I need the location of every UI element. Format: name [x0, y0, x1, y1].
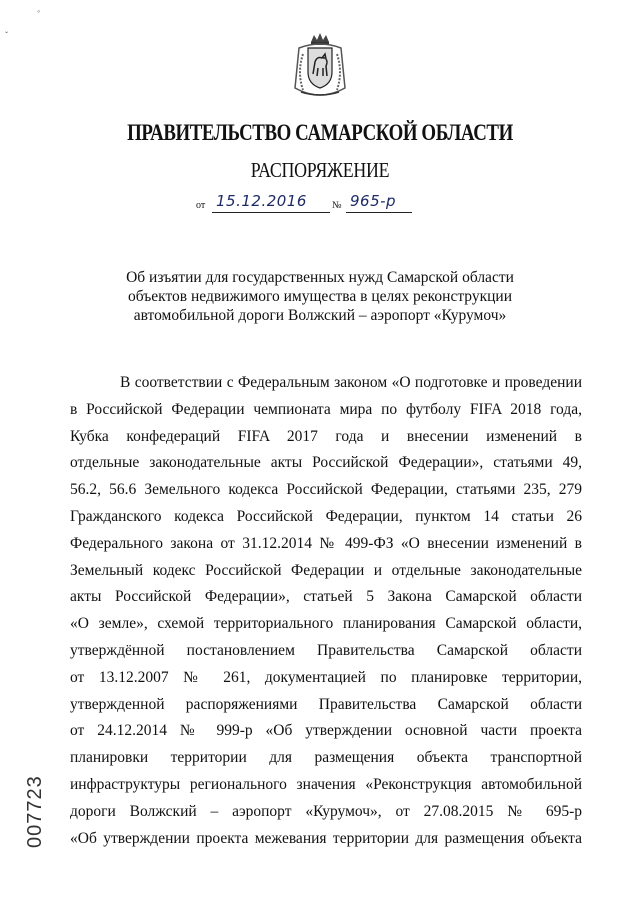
scan-mark: ◦: [37, 6, 41, 16]
subject-line: Об изъятии для государственных нужд Самарской области: [126, 269, 514, 286]
body-line: Гражданского кодекса Российской Федерации, пунктом 14 статьи 26: [70, 507, 582, 525]
subject-line: объектов недвижимого имущества в целях реконструкции: [127, 288, 513, 305]
body-line: инфраструктуры регионального значения «Реконструкция автомобильной: [70, 775, 582, 793]
body-line: Земельный кодекс Российской Федерации и отдельные законодательные: [70, 561, 582, 579]
document-type: РАСПОРЯЖЕНИЕ: [250, 158, 390, 182]
body-line: В соответствии с Федеральным законом «О подготовке и проведении: [120, 374, 582, 391]
body-line: 56.2, 56.6 Земельного кодекса Российской Федерации, статьями 235, 279: [70, 481, 582, 499]
date-underline: [212, 212, 330, 213]
date-prefix: от: [196, 200, 206, 211]
body-line: дороги Волжский – аэропорт «Курумоч», от 27.08.2015 № 695-р: [70, 802, 582, 820]
body-line: Федерального закона от 31.12.2014 № 499-ФЗ «О внесении изменений в: [70, 534, 582, 552]
body-line: отдельные законодательные акты Российской Федерации», статьями 49,: [70, 454, 582, 472]
scan-mark: ˇ: [5, 30, 8, 40]
body-line: в Российской Федерации чемпионата мира по футболу FIFA 2018 года,: [70, 400, 582, 418]
coat-of-arms-icon: [289, 32, 351, 102]
document-body: [70, 370, 582, 852]
side-serial-number: 007723: [24, 775, 46, 848]
number-prefix: №: [332, 200, 342, 211]
body-line: акты Российской Федерации», статьей 5 Закона Самарской области: [70, 588, 582, 606]
date-number-line: [196, 192, 456, 216]
body-line: от 24.12.2014 № 999-р «Об утверждении основной части проекта: [70, 722, 582, 740]
date-value: 15.12.2016: [216, 192, 307, 210]
body-line: планировки территории для размещения объекта транспортной: [70, 749, 582, 767]
body-line: Кубка конфедераций FIFA 2017 года и внесении изменений в: [70, 427, 582, 445]
body-line: «О земле», схемой территориального планирования Самарской области,: [70, 615, 582, 633]
subject-line: автомобильной дороги Волжский – аэропорт «Курумоч»: [133, 307, 507, 324]
body-line: утвержденной распоряжениями Правительства Самарской области: [70, 695, 582, 713]
document-subject: [100, 268, 540, 325]
body-line: утверждённой постановлением Правительства Самарской области: [70, 641, 582, 659]
body-line: от 13.12.2007 № 261, документацией по планировке территории,: [70, 668, 582, 686]
body-line: «Об утверждении проекта межевания территории для размещения объекта: [70, 829, 582, 847]
organization-title: ПРАВИТЕЛЬСТВО САМАРСКОЙ ОБЛАСТИ: [127, 120, 513, 145]
number-underline: [346, 212, 412, 213]
number-value: 965-р: [350, 192, 397, 210]
